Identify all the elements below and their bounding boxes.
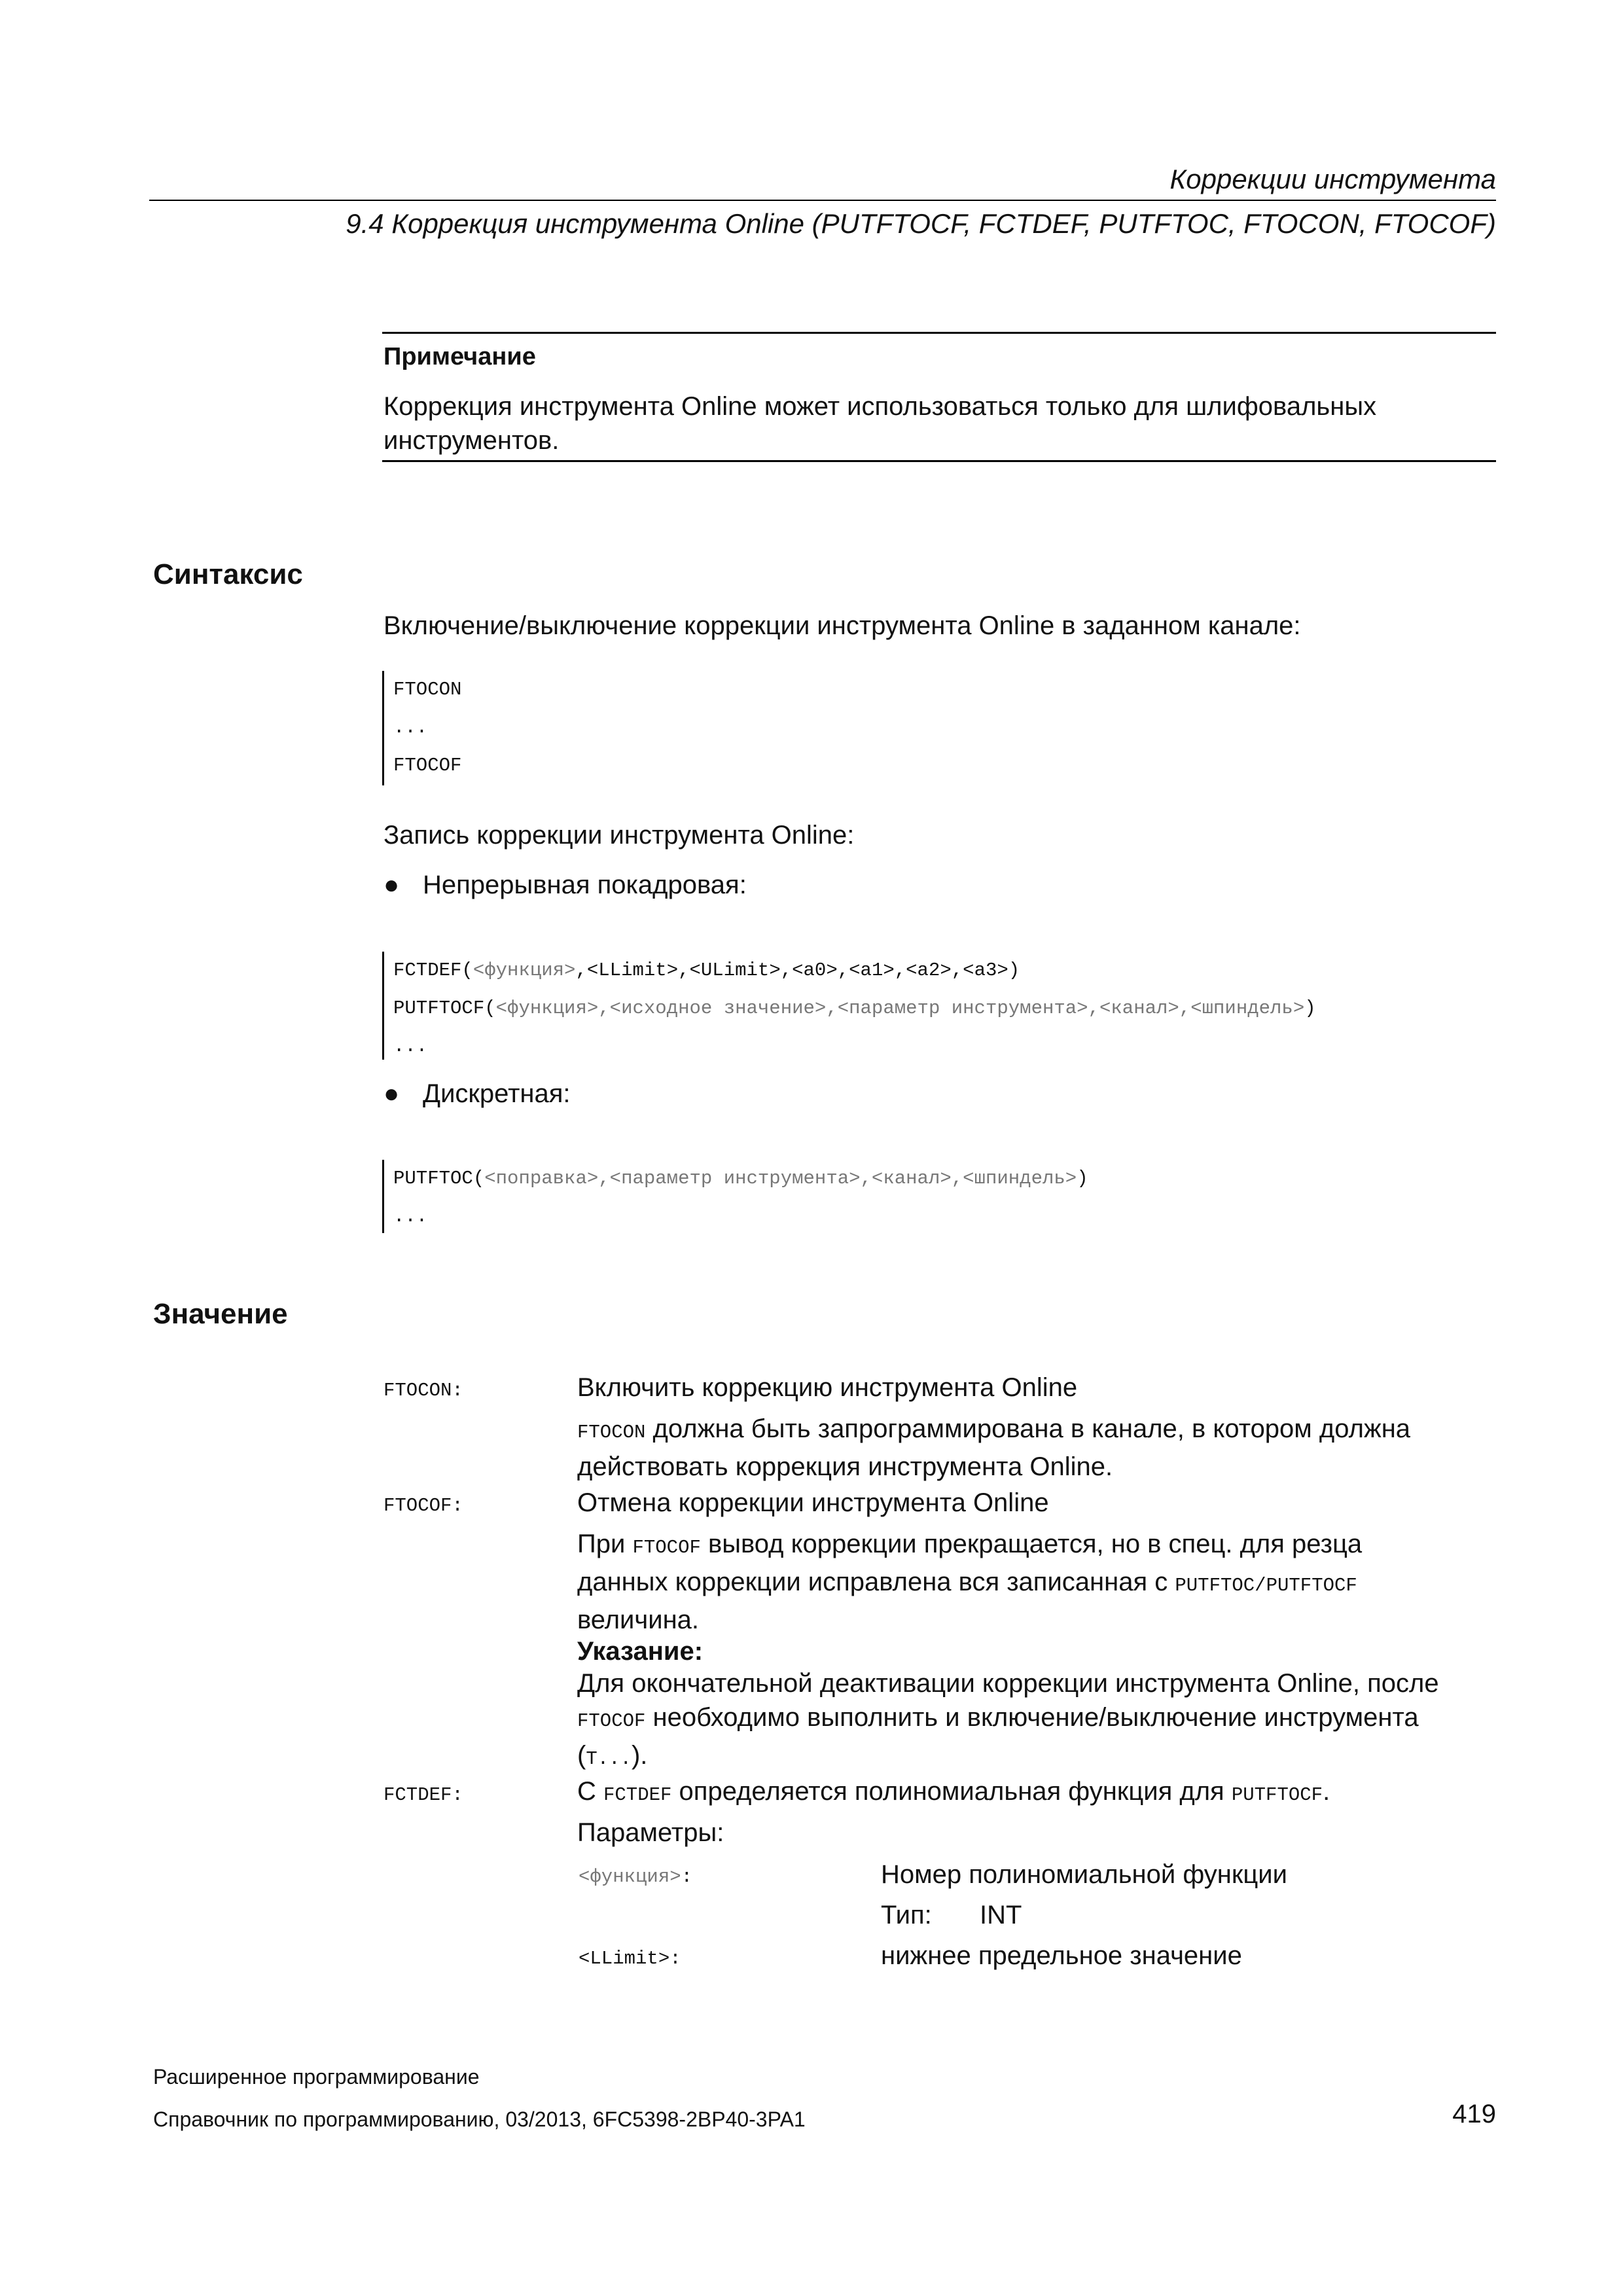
code-block-putftoc	[382, 1160, 1088, 1233]
code-line: FTOCOF	[393, 755, 462, 776]
code-line: ...	[393, 1035, 428, 1057]
text: При	[577, 1530, 633, 1558]
text: С	[577, 1777, 603, 1806]
detail-ftocon-line2: действовать коррекция инструмента Online.	[577, 1452, 1113, 1481]
code-line	[393, 1160, 1088, 1198]
running-header-section: 9.4 Коррекция инструмента Online (PUTFTOCF, FCTDEF, PUTFTOC, FTOCON, FTOCOF)	[346, 208, 1496, 239]
detail-ftocon	[577, 1412, 1410, 1484]
note-text-line1: Коррекция инструмента Online может использоваться только для шлифовальных	[383, 392, 1377, 421]
inline-code: FCTDEF	[603, 1784, 672, 1806]
bullet-continuous-label: Непрерывная покадровая:	[423, 870, 747, 899]
param-funktsiya-type-label: Тип:	[881, 1901, 932, 1929]
desc-ftocof: Отмена коррекции инструмента Online	[577, 1488, 1049, 1517]
bullet-continuous	[383, 868, 747, 902]
desc-fctdef	[577, 1774, 1330, 1812]
desc-ftocon: Включить коррекцию инструмента Online	[577, 1373, 1078, 1402]
code-line: ...	[393, 1206, 428, 1227]
param-name: <функция>	[579, 1866, 681, 1888]
bullet-dot-icon: ●	[383, 1079, 400, 1108]
term-ftocon: FTOCON:	[383, 1380, 463, 1401]
meaning-heading: Значение	[153, 1298, 288, 1330]
hint-line1: Для окончательной деактивации коррекции инструмента Online, после	[577, 1669, 1439, 1698]
code-keyword: PUTFTOC(	[393, 1168, 485, 1189]
header-rule	[149, 200, 1496, 201]
text: ).	[631, 1741, 648, 1770]
bullet-dot-icon: ●	[383, 870, 400, 899]
code-keyword: FCTDEF(	[393, 960, 473, 981]
page-number: 419	[1452, 2100, 1496, 2128]
text: определяется полиномиальная функция для	[671, 1777, 1232, 1806]
param-llimit-desc: нижнее предельное значение	[881, 1941, 1242, 1970]
code-rest: )	[1077, 1168, 1088, 1189]
syntax-heading: Синтаксис	[153, 558, 303, 590]
code-line: FTOCON	[393, 679, 462, 700]
hint-line2	[577, 1700, 1439, 1738]
detail-ftocof-line2	[577, 1565, 1362, 1603]
param-colon: :	[669, 1948, 681, 1969]
param-colon: :	[681, 1866, 693, 1888]
inline-code: FTOCOF	[632, 1537, 701, 1558]
note-text	[383, 389, 1376, 457]
code-line: ...	[393, 717, 428, 738]
note-title: Примечание	[383, 343, 536, 370]
text: (	[577, 1741, 586, 1770]
param-funktsiya-type-value: INT	[980, 1901, 1022, 1929]
code-rest: )	[1304, 997, 1316, 1019]
note-top-rule	[382, 332, 1496, 334]
inline-code: T...	[586, 1748, 632, 1770]
text: должна быть запрограммирована в канале, в котором должна	[645, 1414, 1411, 1443]
inline-code: FTOCON	[577, 1422, 646, 1443]
write-intro: Запись коррекции инструмента Online:	[383, 821, 855, 850]
code-block-ftocon	[382, 671, 461, 785]
term-ftocof: FTOCOF:	[383, 1495, 463, 1516]
bullet-discrete	[383, 1077, 571, 1111]
params-label: Параметры:	[577, 1818, 724, 1847]
code-line	[393, 990, 1316, 1028]
inline-code: PUTFTOC/PUTFTOCF	[1175, 1575, 1357, 1596]
detail-ftocof-line1	[577, 1527, 1362, 1565]
inline-code: PUTFTOCF	[1231, 1784, 1323, 1806]
note-text-line2: инструментов.	[383, 426, 560, 455]
text: .	[1323, 1777, 1330, 1806]
code-keyword: PUTFTOCF(	[393, 997, 496, 1019]
code-param: <функция>,<исходное значение>,<параметр инструмента>,<канал>,<шпиндель>	[495, 997, 1305, 1019]
code-param: <функция>	[473, 960, 576, 981]
footer-reference: Справочник по программированию, 03/2013, 6FC5398-2BP40-3PA1	[153, 2108, 806, 2131]
param-funktsiya-desc: Номер полиномиальной функции	[881, 1860, 1287, 1889]
code-rest: ,<LLimit>,<ULimit>,<a0>,<a1>,<a2>,<a3>)	[575, 960, 1020, 981]
detail-ftocof	[577, 1527, 1362, 1637]
code-param: <поправка>,<параметр инструмента>,<канал>,<шпиндель>	[484, 1168, 1077, 1189]
param-llimit-term	[579, 1948, 681, 1969]
inline-code: FTOCOF	[577, 1710, 646, 1732]
code-line	[393, 952, 1316, 990]
hint-text	[577, 1666, 1439, 1776]
detail-ftocof-line3: величина.	[577, 1605, 700, 1634]
bullet-discrete-label: Дискретная:	[423, 1079, 571, 1108]
code-block-putftocf	[382, 952, 1316, 1060]
detail-ftocon-line1	[577, 1412, 1410, 1450]
note-bottom-rule	[382, 460, 1496, 462]
hint-line3	[577, 1738, 1439, 1776]
footer-title: Расширенное программирование	[153, 2065, 480, 2089]
running-header-chapter: Коррекции инструмента	[1169, 164, 1496, 194]
text: вывод коррекции прекращается, но в спец. для резца	[700, 1530, 1363, 1558]
term-fctdef: FCTDEF:	[383, 1784, 463, 1806]
param-funktsiya-term	[579, 1866, 692, 1888]
syntax-intro: Включение/выключение коррекции инструмента Online в заданном канале:	[383, 611, 1301, 640]
text: данных коррекции исправлена вся записанная с	[577, 1568, 1175, 1596]
hint-title: Указание:	[577, 1637, 704, 1666]
text: необходимо выполнить и включение/выключение инструмента	[645, 1703, 1419, 1732]
param-name: <LLimit>	[579, 1948, 670, 1969]
